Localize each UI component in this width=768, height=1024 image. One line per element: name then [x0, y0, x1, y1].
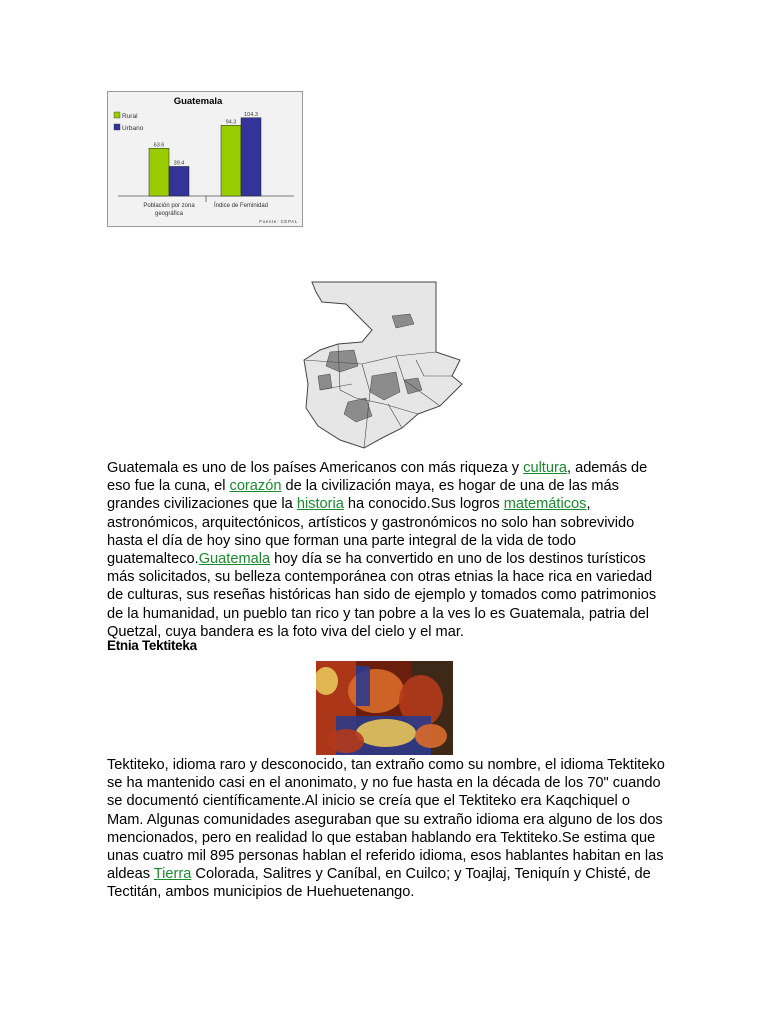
legend-label: Rural: [122, 113, 138, 120]
photo-shape: [415, 724, 447, 748]
photo-canvas: [316, 661, 453, 755]
section-heading: Etnia Tektiteka: [107, 638, 197, 653]
tektiteka-photo: [316, 661, 453, 755]
link-cultura[interactable]: cultura: [523, 460, 567, 476]
bar: [149, 148, 169, 196]
text-run: , además de eso fue la cuna, el: [107, 460, 648, 495]
text-run: , astronómicos, arquitectónicos, artísticos y gastronómicos no solo han sobrevivido hasta el día de hoy sino que forman una parte integral de la vida de todo guatemalteco.: [107, 496, 635, 568]
tektiteko-paragraph: [107, 756, 667, 902]
text-run: hoy día se ha convertido en uno de los destinos turísticos más solicitados, su belleza contemporánea con otras etnias la hace rica en variedad de culturas, sus reseñas históricas han sido de ejemplo y tomados como patrimonios de la humanidad, un pueblo tan rico y tan pobre a la ves lo es Guatemala, patria del Quetzal, cuya bandera es la foto viva del cielo y el mar.: [107, 551, 657, 640]
data-label: 63.6: [153, 142, 165, 149]
map-department: [318, 374, 332, 390]
guatemala-map: [300, 280, 470, 458]
chart-source: Fuente: CEPAL: [259, 219, 298, 224]
map-canvas: [300, 280, 470, 458]
text-run: Tektiteko, idioma raro y desconocido, tan extraño como su nombre, el idioma Tektiteko se ha mantenido casi en el anonimato, y no fue hasta en la década de los 70" cuando se documentó científicamente.Al inicio se creía que el Tektiteko era Kaqchiquel o Mam. Algunas comunidades aseguraban que su extraño idioma era alguno de los dos mencionados, pero en realidad lo que estaban hablando era Tektiteko.Se estima que unas cuatro mil 895 personas hablan el referido idioma, esos hablantes habitan en las aldeas: [107, 757, 665, 883]
link-tierra[interactable]: Tierra: [153, 866, 192, 883]
data-label: 104.3: [244, 111, 258, 118]
bar: [241, 118, 261, 196]
link-historia[interactable]: historia: [296, 496, 344, 513]
data-label: 39.4: [173, 160, 185, 167]
chart-canvas: [108, 92, 302, 226]
category-label: Índice de Feminidad: [213, 203, 269, 209]
link-guatemala[interactable]: Guatemala: [198, 551, 271, 568]
text-run: ha conocido.Sus logros: [343, 496, 504, 513]
data-label: 94.3: [225, 119, 237, 126]
photo-shape: [356, 719, 416, 747]
photo-shape: [328, 729, 364, 753]
legend-swatch: [114, 124, 120, 130]
bar: [169, 166, 189, 196]
category-label: Población por zona geográfica: [143, 203, 195, 217]
link-matematicos[interactable]: matemáticos: [503, 496, 587, 513]
text-run: Guatemala es uno de los países Americanos con más riqueza y: [107, 460, 524, 476]
text-run: Colorada, Salitres y Caníbal, en Cuilco; y Toajlaj, Teniquín y Chisté, de Tectitán, ambos municipios de Huehuetenango.: [107, 866, 651, 901]
text-run: de la civilización maya, es hogar de una de las más grandes civilizaciones que la: [107, 478, 619, 513]
photo-shape: [356, 666, 370, 706]
legend-swatch: [114, 112, 120, 118]
legend-label: Urbano: [122, 125, 144, 132]
link-corazon[interactable]: corazón: [229, 478, 282, 495]
bar: [221, 125, 241, 196]
bar-chart: [107, 91, 303, 227]
intro-paragraph: [107, 459, 667, 641]
chart-title: Guatemala: [173, 96, 223, 107]
